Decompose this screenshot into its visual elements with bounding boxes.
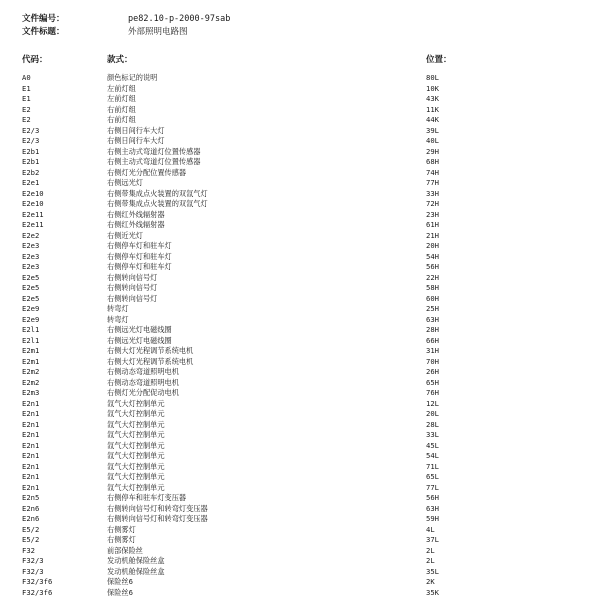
row-position: 39L <box>426 125 439 135</box>
row-position: 4L <box>426 524 435 534</box>
row-description: 发动机舱保险丝盒 <box>107 556 165 565</box>
row-description: 右侧灯光分配促动电机 <box>107 388 179 397</box>
row-position: 35L <box>426 566 439 576</box>
row-position: 56H <box>426 262 439 271</box>
row-code: E2e3 <box>22 241 40 250</box>
row-description: 氙气大灯控制单元 <box>107 398 165 408</box>
row-position: 72H <box>426 199 439 208</box>
row-description: 右侧大灯光程调节系统电机 <box>107 346 194 355</box>
row-description: 右侧主动式弯道灯位置传感器 <box>107 146 201 156</box>
row-description: 右侧停车灯和驻车灯 <box>107 251 172 261</box>
row-code: E2e5 <box>22 272 40 282</box>
row-position: 63H <box>426 314 439 324</box>
row-code: E2n1 <box>22 472 40 481</box>
row-position: 23H <box>426 209 439 219</box>
row-position: 74H <box>426 167 439 177</box>
list-item <box>22 105 582 116</box>
row-position: 56H <box>426 493 439 502</box>
list-item <box>22 504 582 515</box>
row-position: 29H <box>426 146 439 156</box>
list-item <box>22 535 582 546</box>
row-description: 右侧主动式弯道灯位置传感器 <box>107 157 201 166</box>
row-position: 20H <box>426 241 439 250</box>
row-position: 71L <box>426 461 439 471</box>
doc-number-label: 文件编号： <box>22 14 65 24</box>
row-description: 右侧雾灯 <box>107 524 136 534</box>
row-position: 66H <box>426 335 439 345</box>
list-item <box>22 304 582 315</box>
row-description: 右侧日间行车大灯 <box>107 125 165 135</box>
row-description: 保险丝6 <box>107 577 133 586</box>
row-code: E2e1 <box>22 178 40 187</box>
row-code: E2m2 <box>22 377 40 387</box>
row-description: 右侧停车和驻车灯变压器 <box>107 493 187 502</box>
row-code: E2n6 <box>22 503 40 513</box>
row-position: 60H <box>426 293 439 303</box>
row-code: E2n1 <box>22 398 40 408</box>
component-list <box>22 73 582 598</box>
row-position: 11K <box>426 104 439 114</box>
row-position: 2L <box>426 545 435 555</box>
list-item <box>22 294 582 305</box>
row-description: 右侧转向信号灯和转弯灯变压器 <box>107 503 208 513</box>
row-code: F32 <box>22 545 35 555</box>
row-code: E2/3 <box>22 136 40 145</box>
column-header <box>22 54 582 66</box>
row-code: E2e3 <box>22 262 40 271</box>
row-description: 右前灯组 <box>107 104 136 114</box>
row-code: E2e3 <box>22 251 40 261</box>
list-item <box>22 262 582 273</box>
list-item <box>22 325 582 336</box>
list-item <box>22 231 582 242</box>
row-code: E2e2 <box>22 230 40 240</box>
row-description: 右侧转向信号灯 <box>107 283 158 292</box>
row-code: E2e11 <box>22 209 44 219</box>
row-position: 28H <box>426 325 439 334</box>
list-item <box>22 115 582 126</box>
list-item <box>22 220 582 231</box>
row-code: E2n5 <box>22 493 40 502</box>
row-description: 右侧红外线辐射器 <box>107 209 165 219</box>
row-code: E2n1 <box>22 451 40 460</box>
row-position: 20L <box>426 409 439 418</box>
list-item <box>22 451 582 462</box>
row-position: 45L <box>426 440 439 450</box>
row-code: E1 <box>22 83 31 93</box>
list-item <box>22 357 582 368</box>
row-description: 氙气大灯控制单元 <box>107 482 165 492</box>
row-code: E2b1 <box>22 157 40 166</box>
row-code: E2m2 <box>22 367 40 376</box>
row-code: E2n1 <box>22 409 40 418</box>
row-description: 右侧大灯光程调节系统电机 <box>107 356 194 366</box>
row-description: 右侧动态弯道照明电机 <box>107 377 179 387</box>
row-position: 54L <box>426 451 439 460</box>
row-description: 右侧红外线辐射器 <box>107 220 165 229</box>
row-position: 76H <box>426 388 439 397</box>
list-item <box>22 472 582 483</box>
list-item <box>22 210 582 221</box>
row-position: 43K <box>426 94 439 103</box>
doc-title-value: 外部照明电路图 <box>128 27 188 37</box>
row-position: 37L <box>426 535 439 544</box>
row-position: 2L <box>426 556 435 565</box>
list-item <box>22 567 582 578</box>
column-header-desc: 款式： <box>107 55 133 65</box>
row-position: 40L <box>426 136 439 145</box>
row-position: 26H <box>426 367 439 376</box>
row-code: E2n1 <box>22 482 40 492</box>
row-code: F32/3 <box>22 566 44 576</box>
row-code: E1 <box>22 94 31 103</box>
row-code: E5/2 <box>22 535 40 544</box>
row-description: 右侧转向信号灯 <box>107 293 158 303</box>
row-position: 80L <box>426 73 439 82</box>
row-description: 氙气大灯控制单元 <box>107 430 165 439</box>
row-position: 35K <box>426 587 439 597</box>
row-description: 转弯灯 <box>107 304 129 313</box>
row-code: E2n1 <box>22 461 40 471</box>
row-description: 前部保险丝 <box>107 545 143 555</box>
row-description: 右侧转向信号灯和转弯灯变压器 <box>107 514 208 523</box>
row-description: 右前灯组 <box>107 115 136 124</box>
row-description: 氙气大灯控制单元 <box>107 440 165 450</box>
list-item <box>22 315 582 326</box>
list-item <box>22 441 582 452</box>
row-description: 右侧转向信号灯 <box>107 272 158 282</box>
row-code: F32/3f6 <box>22 577 53 586</box>
list-item <box>22 420 582 431</box>
row-position: 58H <box>426 283 439 292</box>
list-item <box>22 178 582 189</box>
list-item <box>22 346 582 357</box>
list-item <box>22 462 582 473</box>
list-item <box>22 136 582 147</box>
row-code: E5/2 <box>22 524 40 534</box>
row-code: E2e5 <box>22 293 40 303</box>
list-item <box>22 73 582 84</box>
row-code: E2b1 <box>22 146 40 156</box>
row-description: 右侧停车灯和驻车灯 <box>107 262 172 271</box>
row-code: E2m1 <box>22 356 40 366</box>
row-description: 转弯灯 <box>107 314 129 324</box>
list-item <box>22 514 582 525</box>
row-description: 保险丝6 <box>107 587 133 597</box>
row-position: 70H <box>426 356 439 366</box>
list-item <box>22 577 582 588</box>
list-item <box>22 94 582 105</box>
list-item <box>22 336 582 347</box>
row-position: 2K <box>426 577 435 586</box>
row-description: 右侧带集成点火装置的双氙气灯 <box>107 188 208 198</box>
row-position: 12L <box>426 398 439 408</box>
doc-number-value: pe82.10-p-2000-97sab <box>128 14 231 24</box>
list-item <box>22 388 582 399</box>
row-code: E2n6 <box>22 514 40 523</box>
row-position: 59H <box>426 514 439 523</box>
list-item <box>22 189 582 200</box>
row-description: 右侧远光灯电磁线圈 <box>107 325 172 334</box>
row-description: 左前灯组 <box>107 83 136 93</box>
row-description: 右侧远光灯 <box>107 178 143 187</box>
column-header-pos: 位置： <box>426 55 452 65</box>
row-description: 右侧远光灯电磁线圈 <box>107 335 172 345</box>
row-position: 31H <box>426 346 439 355</box>
list-item <box>22 147 582 158</box>
list-item <box>22 199 582 210</box>
row-description: 左前灯组 <box>107 94 136 103</box>
row-code: A0 <box>22 73 31 82</box>
list-item <box>22 241 582 252</box>
row-position: 25H <box>426 304 439 313</box>
row-code: E2n1 <box>22 430 40 439</box>
list-item <box>22 409 582 420</box>
row-description: 右侧近光灯 <box>107 230 143 240</box>
column-header-code: 代码： <box>22 55 48 65</box>
list-item <box>22 367 582 378</box>
row-code: E2e10 <box>22 199 44 208</box>
row-position: 61H <box>426 220 439 229</box>
doc-title-label: 文件标题： <box>22 27 65 37</box>
row-code: F32/3 <box>22 556 44 565</box>
row-code: E2m3 <box>22 388 40 397</box>
row-code: E2b2 <box>22 167 40 177</box>
row-description: 氙气大灯控制单元 <box>107 409 165 418</box>
list-item <box>22 399 582 410</box>
row-position: 68H <box>426 157 439 166</box>
list-item <box>22 126 582 137</box>
row-position: 54H <box>426 251 439 261</box>
row-position: 63H <box>426 503 439 513</box>
row-code: E2/3 <box>22 125 40 135</box>
row-description: 氙气大灯控制单元 <box>107 451 165 460</box>
list-item <box>22 168 582 179</box>
row-position: 33L <box>426 430 439 439</box>
row-code: E2 <box>22 104 31 114</box>
row-code: E2l1 <box>22 335 40 345</box>
list-item <box>22 483 582 494</box>
row-description: 颜色标记的说明 <box>107 73 158 82</box>
list-item <box>22 84 582 95</box>
row-position: 77L <box>426 482 439 492</box>
row-description: 右侧灯光分配位置传感器 <box>107 167 187 177</box>
row-description: 右侧日间行车大灯 <box>107 136 165 145</box>
row-position: 65L <box>426 472 439 481</box>
list-item <box>22 556 582 567</box>
row-description: 氙气大灯控制单元 <box>107 472 165 481</box>
list-item <box>22 430 582 441</box>
list-item <box>22 546 582 557</box>
list-item <box>22 493 582 504</box>
row-position: 21H <box>426 230 439 240</box>
list-item <box>22 252 582 263</box>
row-position: 65H <box>426 377 439 387</box>
row-description: 右侧停车灯和驻车灯 <box>107 241 172 250</box>
row-description: 右侧带集成点火装置的双氙气灯 <box>107 199 208 208</box>
row-code: E2e5 <box>22 283 40 292</box>
row-position: 33H <box>426 188 439 198</box>
row-code: E2e9 <box>22 314 40 324</box>
list-item <box>22 525 582 536</box>
list-item <box>22 378 582 389</box>
row-code: E2e10 <box>22 188 44 198</box>
row-code: E2l1 <box>22 325 40 334</box>
list-item <box>22 273 582 284</box>
row-code: E2e11 <box>22 220 44 229</box>
row-code: E2n1 <box>22 440 40 450</box>
row-position: 44K <box>426 115 439 124</box>
list-item <box>22 283 582 294</box>
row-description: 发动机舱保险丝盒 <box>107 566 165 576</box>
list-item <box>22 157 582 168</box>
row-description: 右侧雾灯 <box>107 535 136 544</box>
row-code: E2m1 <box>22 346 40 355</box>
row-code: E2n1 <box>22 419 40 429</box>
row-code: E2e9 <box>22 304 40 313</box>
row-position: 10K <box>426 83 439 93</box>
row-position: 77H <box>426 178 439 187</box>
row-description: 右侧动态弯道照明电机 <box>107 367 179 376</box>
row-description: 氙气大灯控制单元 <box>107 419 165 429</box>
list-item <box>22 588 582 599</box>
row-code: E2 <box>22 115 31 124</box>
row-position: 22H <box>426 272 439 282</box>
row-description: 氙气大灯控制单元 <box>107 461 165 471</box>
row-position: 28L <box>426 419 439 429</box>
row-code: F32/3f6 <box>22 587 53 597</box>
